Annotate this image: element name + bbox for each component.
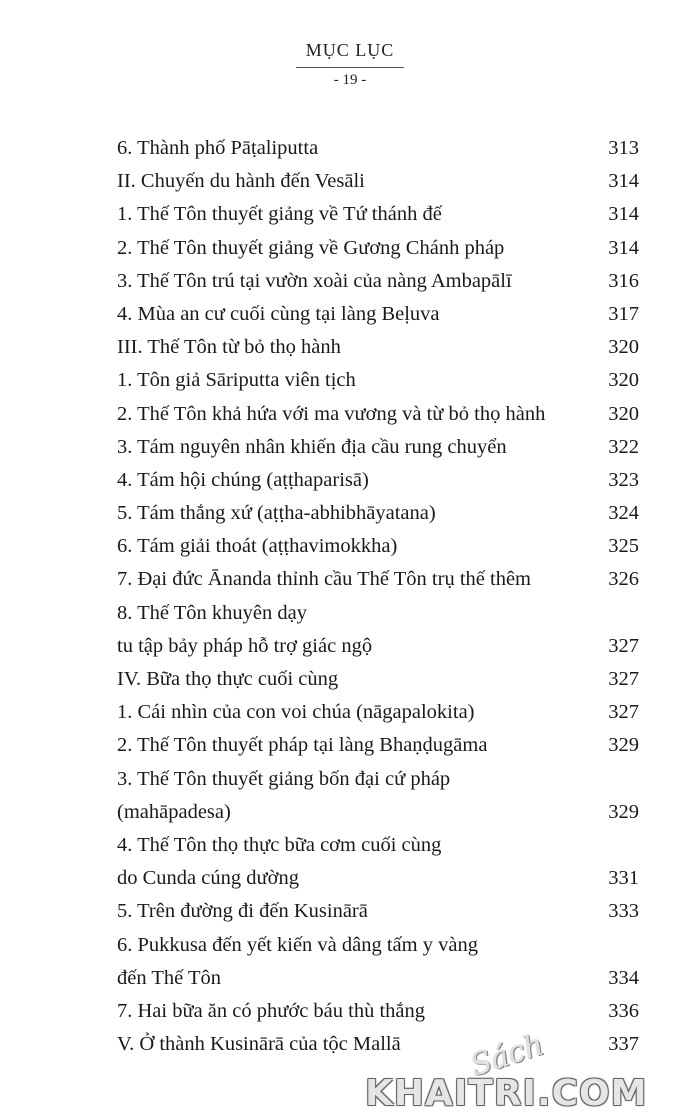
toc-entry-page: 329 [608, 800, 639, 823]
toc-entry-label: 7. Hai bữa ăn có phước báu thù thắng [117, 999, 426, 1022]
toc-entry [117, 364, 639, 397]
toc-entry-page: 320 [608, 336, 639, 359]
toc-entry-label: 4. Mùa an cư cuối cùng tại làng Beḷuva [117, 302, 440, 325]
watermark-brand-text: KHAITRI.COM [365, 1073, 648, 1114]
toc-entry-page: 334 [608, 966, 639, 989]
page-number: - 19 - [333, 72, 367, 88]
toc-entry-page: 337 [608, 1033, 639, 1056]
toc-entry-page: 329 [608, 734, 639, 757]
toc-entry [117, 862, 639, 895]
toc-entry-label: tu tập bảy pháp hỗ trợ giác ngộ [117, 634, 373, 657]
toc-entry [117, 763, 639, 796]
toc-entry [117, 630, 639, 663]
watermark-script-text: Sách [466, 1027, 549, 1084]
toc-entry [117, 265, 639, 298]
toc-entry [117, 729, 639, 762]
toc-entry-page: 331 [608, 867, 639, 890]
toc-entry-page: 313 [608, 137, 639, 159]
toc-entry [117, 232, 639, 265]
toc-entry [117, 962, 639, 995]
toc-entry-label: 6. Pukkusa đến yết kiến và dâng tấm y vàng [117, 933, 478, 956]
toc-entry-label: 1. Cái nhìn của con voi chúa (nāgapalokita) [117, 701, 475, 724]
toc-entry [117, 530, 639, 563]
toc-entry [117, 995, 639, 1028]
toc-entry-label: 4. Thế Tôn thọ thực bữa cơm cuối cùng [117, 833, 442, 856]
title-underline [296, 67, 404, 68]
toc-entry [117, 298, 639, 331]
toc-entry-page: 327 [608, 668, 639, 690]
toc-entry-label: 2. Thế Tôn thuyết pháp tại làng Bhaṇḍugāma [117, 734, 488, 757]
toc-entry [117, 198, 639, 231]
table-of-contents [117, 132, 639, 1061]
toc-entry-label: III. Thế Tôn từ bỏ thọ hành [117, 336, 341, 359]
toc-entry-page: 314 [608, 170, 639, 193]
toc-entry-page: 333 [608, 900, 639, 923]
toc-entry-label: IV. Bữa thọ thực cuối cùng [117, 668, 339, 690]
page-title: MỤC LỤC [305, 40, 395, 60]
toc-entry-label: 2. Thế Tôn khả hứa với ma vương và từ bỏ thọ hành [117, 402, 546, 425]
toc-entry [117, 563, 639, 596]
toc-entry-label: 8. Thế Tôn khuyên dạy [117, 601, 307, 624]
toc-entry-page: 320 [608, 369, 639, 392]
toc-entry-page: 323 [608, 468, 639, 491]
toc-entry-page: 317 [608, 302, 639, 325]
page-header [0, 40, 700, 89]
toc-entry [117, 497, 639, 530]
toc-entry-label: V. Ở thành Kusinārā của tộc Mallā [117, 1033, 401, 1056]
toc-entry-label: 1. Tôn giả Sāriputta viên tịch [117, 369, 356, 392]
toc-entry [117, 431, 639, 464]
toc-entry [117, 829, 639, 862]
toc-entry-label: đến Thế Tôn [117, 966, 222, 989]
toc-entry [117, 597, 639, 630]
toc-entry-label: 3. Tám nguyên nhân khiến địa cầu rung chuyển [117, 435, 507, 458]
toc-entry-label: 6. Thành phố Pāṭaliputta [117, 137, 319, 159]
toc-entry [117, 663, 639, 696]
toc-entry-label: 5. Tám thắng xứ (aṭṭha-abhibhāyatana) [117, 502, 436, 525]
toc-entry-page: 314 [608, 203, 639, 226]
toc-entry-page: 325 [608, 535, 639, 558]
toc-entry [117, 696, 639, 729]
toc-entry-label: (mahāpadesa) [117, 800, 231, 823]
toc-entry-label: do Cunda cúng dường [117, 867, 299, 890]
toc-entry [117, 331, 639, 364]
toc-entry [117, 929, 639, 962]
toc-entry [117, 1028, 639, 1061]
toc-entry-page: 327 [608, 701, 639, 724]
toc-entry [117, 165, 639, 198]
toc-entry-page: 324 [608, 502, 639, 525]
toc-entry-page: 320 [608, 402, 639, 425]
toc-entry-label: 5. Trên đường đi đến Kusinārā [117, 900, 368, 923]
toc-entry [117, 398, 639, 431]
toc-entry-label: 1. Thế Tôn thuyết giảng về Tứ thánh đế [117, 203, 442, 226]
toc-entry-label: II. Chuyến du hành đến Vesāli [117, 170, 365, 193]
toc-entry-label: 6. Tám giải thoát (aṭṭhavimokkha) [117, 535, 398, 558]
toc-entry-page: 314 [608, 236, 639, 259]
toc-entry-page: 316 [608, 269, 639, 292]
toc-entry [117, 796, 639, 829]
toc-entry-label: 2. Thế Tôn thuyết giảng về Gương Chánh pháp [117, 236, 505, 259]
toc-entry-label: 7. Đại đức Ānanda thỉnh cầu Thế Tôn trụ thế thêm [117, 568, 531, 591]
toc-entry [117, 895, 639, 928]
toc-entry [117, 132, 639, 165]
toc-entry-label: 3. Thế Tôn thuyết giảng bốn đại cứ pháp [117, 767, 451, 790]
toc-entry-page: 326 [608, 568, 639, 591]
toc-entry [117, 464, 639, 497]
toc-entry-label: 4. Tám hội chúng (aṭṭhaparisā) [117, 468, 369, 491]
toc-entry-label: 3. Thế Tôn trú tại vườn xoài của nàng Ambapālī [117, 269, 512, 292]
toc-entry-page: 327 [608, 634, 639, 657]
toc-entry-page: 336 [608, 999, 639, 1022]
toc-entry-page: 322 [608, 435, 639, 458]
